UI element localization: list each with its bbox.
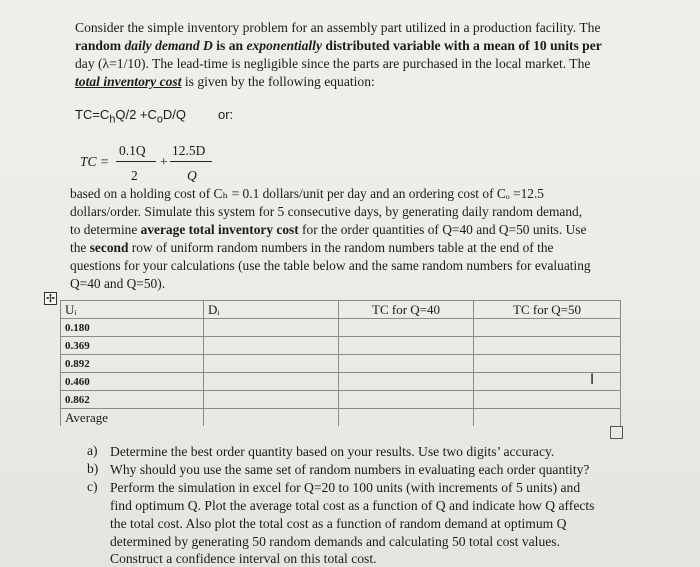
body-line-2: dollars/order. Simulate this system for 5 consecutive days, by generating daily random demand, (70, 204, 583, 219)
intro-daily-demand: daily demand D (124, 38, 213, 53)
header-di[interactable]: Dᵢ (204, 301, 339, 319)
question-b-label: b) (87, 461, 99, 476)
body-line-4c: row of uniform random numbers in the random numbers table at the end of the (128, 240, 554, 255)
body-line-3 (70, 221, 586, 238)
header-tc-q50[interactable]: TC for Q=50 (474, 301, 621, 319)
formula-text (75, 107, 186, 126)
cell-tc50[interactable] (474, 319, 621, 337)
formula-mid: Q/2 +C (115, 107, 157, 122)
cell-tc50[interactable] (474, 373, 621, 391)
cell-tc40[interactable] (339, 355, 474, 373)
cell-tc40[interactable] (339, 337, 474, 355)
intro-line-2c: is an (212, 38, 247, 53)
cell-average-label[interactable]: Average (61, 409, 204, 427)
intro-line-2 (75, 37, 602, 54)
formula-sub-o: o (156, 113, 163, 126)
question-c-line-3: the total cost. Also plot the total cost as a function of random demand at optimum Q (110, 516, 567, 531)
cell-u[interactable]: 0.862 (61, 391, 204, 409)
question-c-label: c) (87, 479, 98, 494)
header-tc-q40[interactable]: TC for Q=40 (339, 301, 474, 319)
frac-lhs: TC = (80, 154, 109, 169)
cell-tc50[interactable] (474, 391, 621, 409)
cell-d[interactable] (204, 373, 339, 391)
question-a-label: a) (87, 443, 98, 458)
question-b-text: Why should you use the same set of random numbers in evaluating each order quantity? (110, 462, 590, 477)
cell-u[interactable]: 0.180 (61, 319, 204, 337)
frac-bar-1 (116, 161, 156, 162)
formula-sub-h: h (109, 113, 116, 126)
resize-handle[interactable] (610, 426, 623, 439)
cell-tc50[interactable] (474, 355, 621, 373)
cell-d[interactable] (204, 391, 339, 409)
intro-line-4 (75, 73, 375, 90)
question-c-line-2: find optimum Q. Plot the average total cost as a function of Q and indicate how Q affects (110, 498, 595, 513)
cell-tc50[interactable] (474, 337, 621, 355)
body-line-3a: to determine (70, 222, 141, 237)
cell-tc40[interactable] (339, 391, 474, 409)
intro-line-1: Consider the simple inventory problem for an assembly part utilized in a production facility. The (75, 20, 601, 35)
table-move-handle-icon[interactable]: ✢ (45, 292, 56, 305)
frac-denominator-2: Q (187, 168, 197, 183)
intro-total-inventory-cost: total inventory cost (75, 74, 182, 89)
question-a-text: Determine the best order quantity based on your results. Use two digits’ accuracy. (110, 444, 555, 459)
simulation-table (60, 300, 621, 426)
formula-tail: D/Q (162, 107, 187, 122)
cell-d[interactable] (204, 337, 339, 355)
cell-u[interactable]: 0.460 (61, 373, 204, 391)
frac-plus: + (160, 154, 168, 169)
frac-numerator-2: 12.5D (172, 143, 206, 158)
body-line-3c: for the order quantities of Q=40 and Q=50 units. Use (298, 222, 587, 237)
table-row (61, 319, 621, 337)
cell-d[interactable] (204, 355, 339, 373)
question-c-line-4: determined by generating 50 random demands and calculating 50 total cost values. (110, 534, 560, 549)
cell-tc40[interactable] (339, 319, 474, 337)
intro-line-3: day (λ=1/10). The lead-time is negligible since the parts are purchased in the local market. The (75, 56, 591, 71)
body-second: second (89, 240, 129, 255)
intro-line-2e: distributed variable with a mean of 10 units per (322, 38, 602, 53)
question-c-line-5: Construct a confidence interval on this total cost. (110, 551, 377, 566)
body-line-5: questions for your calculations (use the table below and the same random numbers for evaluating (70, 258, 591, 273)
body-line-6: Q=40 and Q=50). (70, 276, 166, 291)
body-average-total-cost: average total inventory cost (140, 222, 299, 237)
table-average-row (61, 409, 621, 427)
header-ui[interactable]: Uᵢ (61, 301, 204, 319)
formula-tc: TC=C (75, 107, 110, 122)
cell-u[interactable]: 0.892 (61, 355, 204, 373)
intro-line-4b: is given by the following equation: (181, 74, 375, 89)
formula-or: or: (218, 107, 234, 122)
frac-denominator-1: 2 (131, 168, 138, 183)
cell-tc40[interactable] (339, 409, 474, 427)
table-row (61, 337, 621, 355)
body-line-1: based on a holding cost of Cₕ = 0.1 dollars/unit per day and an ordering cost of Cₒ =12.5 (70, 186, 545, 201)
frac-bar-2 (170, 161, 212, 162)
body-line-4 (70, 239, 553, 256)
table-row (61, 391, 621, 409)
text-cursor-icon: I (590, 372, 595, 388)
table-row (61, 373, 621, 391)
intro-line-2a: random (75, 38, 125, 53)
intro-exponentially: exponentially (246, 38, 322, 53)
table-header-row (61, 301, 621, 319)
frac-numerator-1: 0.1Q (119, 143, 146, 158)
cell-d[interactable] (204, 409, 339, 427)
cell-tc40[interactable] (339, 373, 474, 391)
cell-u[interactable]: 0.369 (61, 337, 204, 355)
cell-tc50[interactable] (474, 409, 621, 427)
question-c-line-1: Perform the simulation in excel for Q=20 to 100 units (with increments of 5 units) and (110, 480, 581, 495)
body-line-4a: the (70, 240, 90, 255)
cell-d[interactable] (204, 319, 339, 337)
table-row (61, 355, 621, 373)
